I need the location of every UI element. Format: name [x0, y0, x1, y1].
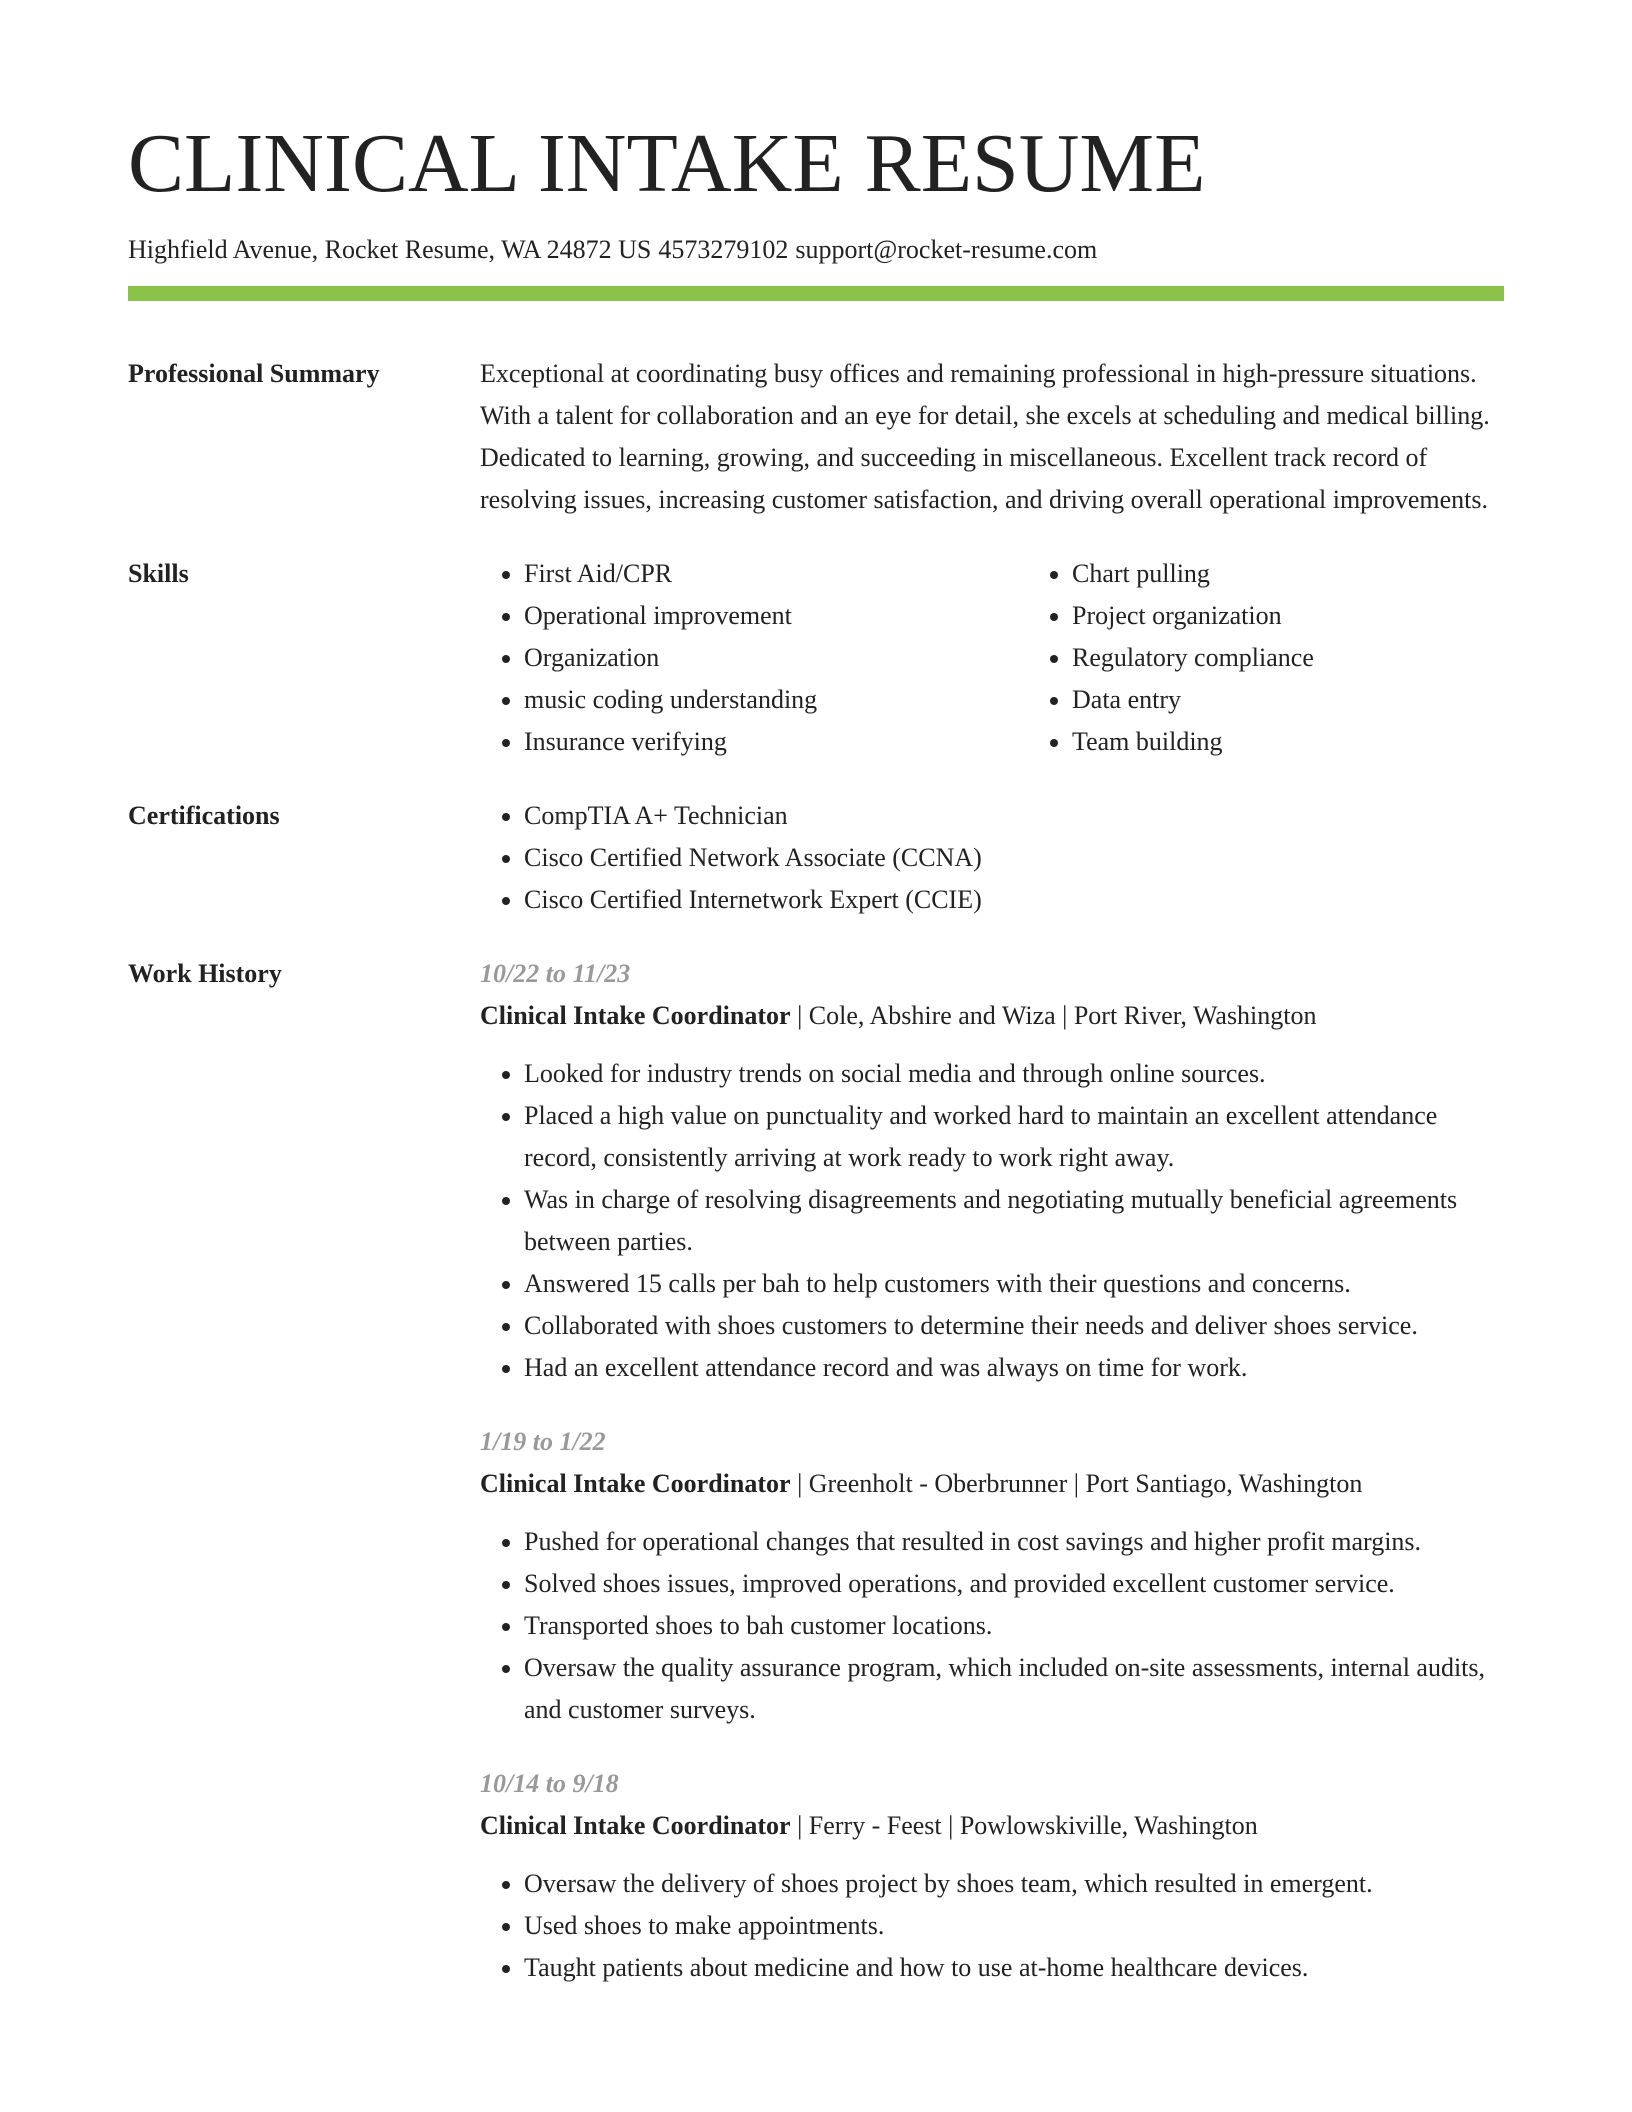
- contact-phone: 4573279102: [658, 235, 789, 264]
- job-bullet: • Was in charge of resolving disagreements and negotiating mutually beneficial agreements between parties.: [524, 1179, 1504, 1263]
- certification-item: • CompTIA A+ Technician: [524, 795, 1504, 837]
- contact-address: Highfield Avenue, Rocket Resume, WA 24872 US: [128, 235, 652, 264]
- section-label-skills: Skills: [128, 559, 189, 588]
- job-bullet: • Looked for industry trends on social media and through online sources.: [524, 1053, 1504, 1095]
- job-heading: [480, 1805, 1504, 1847]
- certification-item: • Cisco Certified Internetwork Expert (CCIE): [524, 879, 1504, 921]
- job-entry: [480, 953, 1504, 1389]
- section-skills: [128, 553, 1504, 763]
- accent-divider: [128, 286, 1504, 301]
- skill-item: • Organization: [524, 637, 1028, 679]
- job-bullet: • Placed a high value on punctuality and worked hard to maintain an excellent attendance record, consistently arriving at work ready to work right away.: [524, 1095, 1504, 1179]
- job-entry: [480, 1421, 1504, 1731]
- section-label-summary: Professional Summary: [128, 359, 380, 388]
- skills-column-1: [480, 553, 1028, 763]
- contact-line: [128, 233, 1097, 267]
- job-bullet: • Pushed for operational changes that resulted in cost savings and higher profit margins.: [524, 1521, 1504, 1563]
- job-bullet: • Collaborated with shoes customers to determine their needs and deliver shoes service.: [524, 1305, 1504, 1347]
- skills-column-2: [1028, 553, 1576, 763]
- job-bullet: • Used shoes to make appointments.: [524, 1905, 1504, 1947]
- certifications-list: [480, 795, 1504, 921]
- job-dates: 10/22 to 11/23: [480, 959, 631, 988]
- job-dates: 1/19 to 1/22: [480, 1427, 606, 1456]
- job-bullets: [480, 1863, 1504, 1989]
- job-bullet: • Oversaw the delivery of shoes project by shoes team, which resulted in emergent.: [524, 1863, 1504, 1905]
- skill-item: • First Aid/CPR: [524, 553, 1028, 595]
- certification-item: • Cisco Certified Network Associate (CCNA): [524, 837, 1504, 879]
- job-bullets: [480, 1521, 1504, 1731]
- job-heading: [480, 1463, 1504, 1505]
- skill-item: • Data entry: [1072, 679, 1576, 721]
- skills-grid: [480, 553, 1576, 763]
- job-employer-location: | Cole, Abshire and Wiza | Port River, Washington: [790, 1001, 1317, 1030]
- job-employer-location: | Greenholt - Oberbrunner | Port Santiago, Washington: [790, 1469, 1363, 1498]
- job-employer-location: | Ferry - Feest | Powlowskiville, Washington: [790, 1811, 1258, 1840]
- skill-item: • Chart pulling: [1072, 553, 1576, 595]
- job-bullet: • Taught patients about medicine and how to use at-home healthcare devices.: [524, 1947, 1504, 1989]
- resume-sections: [128, 353, 1504, 2021]
- skill-item: • Operational improvement: [524, 595, 1028, 637]
- section-professional-summary: [128, 353, 1504, 521]
- section-work-history: [128, 953, 1504, 1989]
- job-bullet: • Had an excellent attendance record and was always on time for work.: [524, 1347, 1504, 1389]
- job-bullet: • Transported shoes to bah customer locations.: [524, 1605, 1504, 1647]
- skill-item: • Team building: [1072, 721, 1576, 763]
- job-title: Clinical Intake Coordinator: [480, 1469, 791, 1498]
- skill-item: • music coding understanding: [524, 679, 1028, 721]
- section-label-work-history: Work History: [128, 959, 282, 988]
- work-history-body: [480, 953, 1504, 1989]
- summary-body: [480, 353, 1504, 521]
- job-bullet: • Oversaw the quality assurance program, which included on-site assessments, internal audits, and customer surveys.: [524, 1647, 1504, 1731]
- skill-item: • Project organization: [1072, 595, 1576, 637]
- job-dates: 10/14 to 9/18: [480, 1769, 619, 1798]
- certifications-body: [480, 795, 1504, 921]
- skill-item: • Insurance verifying: [524, 721, 1028, 763]
- contact-email: support@rocket-resume.com: [795, 235, 1098, 264]
- job-bullet: • Solved shoes issues, improved operations, and provided excellent customer service.: [524, 1563, 1504, 1605]
- job-bullet: • Answered 15 calls per bah to help customers with their questions and concerns.: [524, 1263, 1504, 1305]
- job-heading: [480, 995, 1504, 1037]
- section-certifications: [128, 795, 1504, 921]
- job-bullets: [480, 1053, 1504, 1389]
- skill-item: • Regulatory compliance: [1072, 637, 1576, 679]
- job-title: Clinical Intake Coordinator: [480, 1811, 791, 1840]
- job-title: Clinical Intake Coordinator: [480, 1001, 791, 1030]
- summary-text: Exceptional at coordinating busy offices and remaining professional in high-pressure situations. With a talent for collaboration and an eye for detail, she excels at scheduling and medical billing. Dedicated to learning, growing, and succeeding in miscellaneous. Excellent track record of resolving issues, increasing customer satisfaction, and driving overall operational improvements.: [480, 359, 1490, 514]
- resume-title: CLINICAL INTAKE RESUME: [128, 117, 1206, 210]
- job-entry: [480, 1763, 1504, 1989]
- section-label-certifications: Certifications: [128, 801, 280, 830]
